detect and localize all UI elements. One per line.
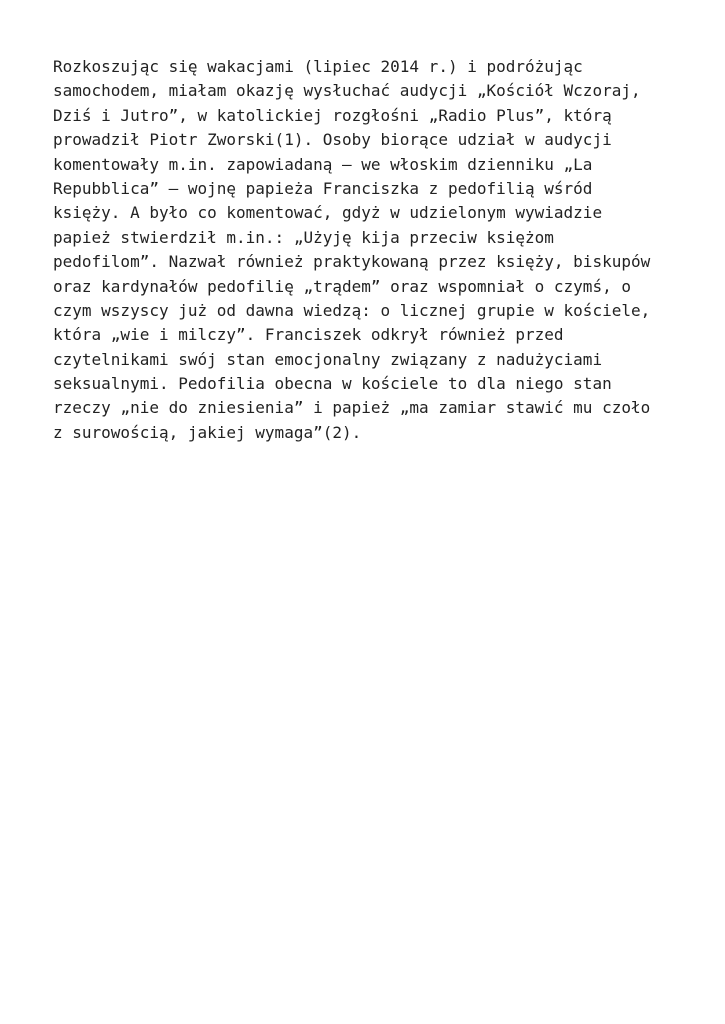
paragraph-line: Dziś i Jutro”, w katolickiej rozgłośni „Radio Plus”, którą [53, 105, 612, 125]
paragraph-line: seksualnymi. Pedofilia obecna w kościele to dla niego stan [53, 374, 612, 394]
paragraph-line: prowadził Piotr Zworski(1). Osoby biorące udział w audycji [53, 130, 612, 150]
paragraph-line: komentowały m.in. zapowiadaną – we włoskim dzienniku „La [53, 154, 593, 174]
paragraph-line: czym wszyscy już od dawna wiedzą: o licznej grupie w kościele, [53, 300, 651, 320]
paragraph-line: Rozkoszując się wakacjami (lipiec 2014 r.) i podróżując [53, 57, 583, 76]
paragraph-line: Repubblica” – wojnę papieża Franciszka z pedofilią wśród [53, 178, 593, 198]
paragraph-line: księży. A było co komentować, gdyż w udzielonym wywiadzie [53, 203, 603, 223]
paragraph-line: papież stwierdził m.in.: „Użyję kija przeciw księżom [53, 227, 554, 247]
paragraph-line: czytelnikami swój stan emocjonalny związany z nadużyciami [53, 349, 603, 369]
paragraph-line: samochodem, miałam okazję wysłuchać audycji „Kościół Wczoraj, [53, 81, 641, 101]
paragraph-line: z surowością, jakiej wymaga”(2). [53, 422, 362, 442]
paragraph-line: która „wie i milczy”. Franciszek odkrył również przed [53, 325, 564, 345]
paragraph-line: rzeczy „nie do zniesienia” i papież „ma zamiar stawić mu czoło [53, 398, 651, 418]
paragraph-line: pedofilom”. Nazwał również praktykowaną przez księży, biskupów [53, 252, 651, 272]
article-paragraph [53, 55, 673, 445]
paragraph-line: oraz kardynałów pedofilię „trądem” oraz wspomniał o czymś, o [53, 276, 631, 296]
